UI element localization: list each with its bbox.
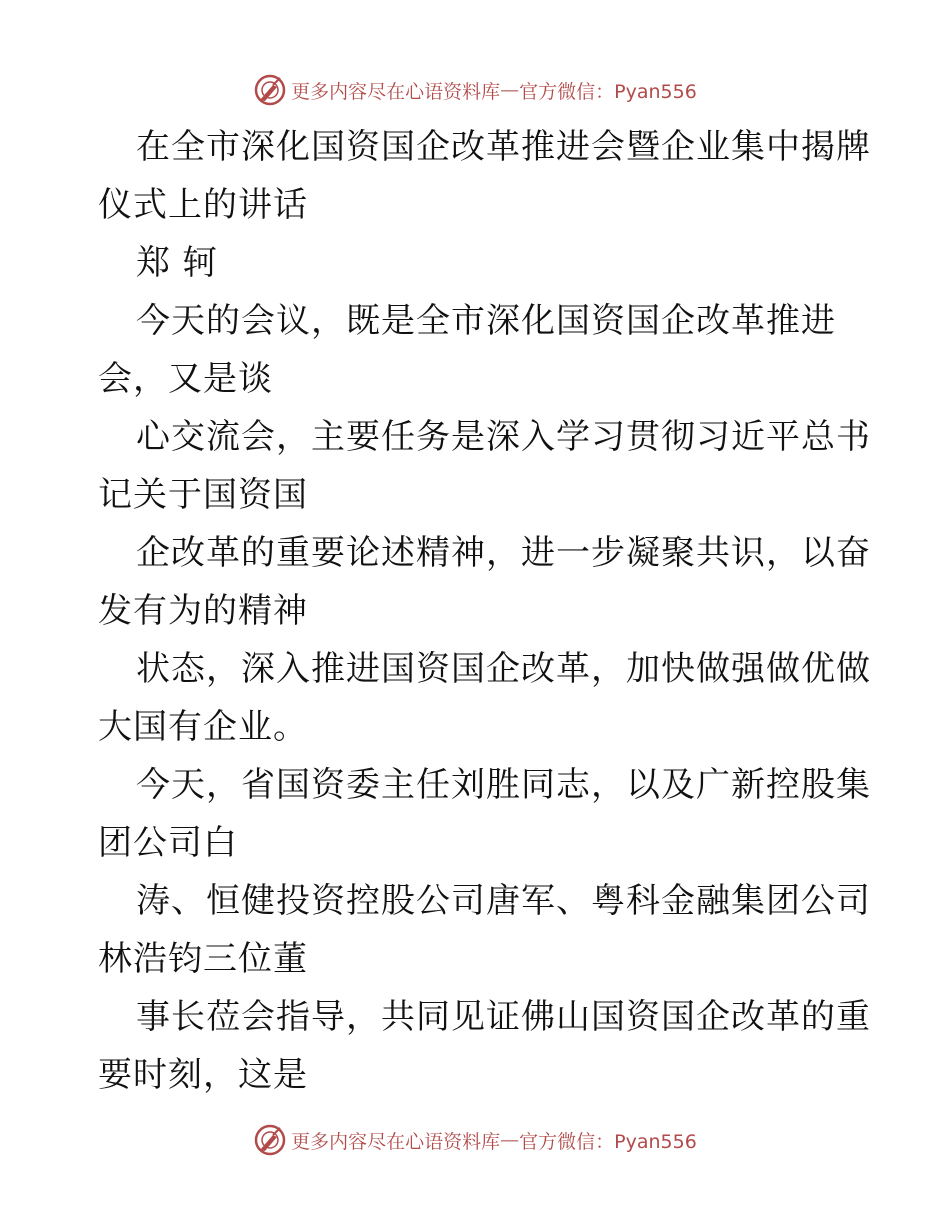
banner-separator: —	[500, 1129, 520, 1151]
pen-logo-icon	[253, 1123, 287, 1157]
header-banner	[0, 70, 950, 110]
text-line: 仪式上的讲话	[98, 185, 308, 225]
banner-separator: —	[500, 79, 520, 101]
text-line: 会，又是谈	[98, 359, 273, 399]
text-line: 大国有企业。	[98, 707, 308, 747]
text-line: 事长莅会指导，共同见证佛山国资国企改革的重	[136, 997, 871, 1037]
text-line: 在全市深化国资国企改革推进会暨企业集中揭牌	[136, 127, 871, 167]
text-line: 发有为的精神	[98, 591, 308, 631]
text-line: 企改革的重要论述精神，进一步凝聚共识，以奋	[136, 533, 871, 573]
footer-banner	[0, 1120, 950, 1160]
document-body	[98, 118, 871, 1104]
text-line: 郑 轲	[136, 243, 218, 283]
banner-wechat: 官方微信：Pyan556	[519, 80, 697, 103]
text-line: 状态，深入推进国资国企改革，加快做强做优做	[136, 649, 871, 689]
text-line: 心交流会，主要任务是深入学习贯彻习近平总书	[136, 417, 871, 457]
banner-text: 更多内容尽在心语资料库	[291, 1130, 501, 1153]
banner-wechat: 官方微信：Pyan556	[519, 1130, 697, 1153]
text-line: 林浩钧三位董	[98, 939, 308, 979]
text-line: 今天，省国资委主任刘胜同志，以及广新控股集	[136, 765, 871, 805]
text-line: 团公司白	[98, 823, 238, 863]
text-line: 要时刻，这是	[98, 1055, 308, 1095]
text-line: 涛、恒健投资控股公司唐军、粤科金融集团公司	[136, 881, 871, 921]
pen-logo-icon	[253, 73, 287, 107]
banner-text: 更多内容尽在心语资料库	[291, 80, 501, 103]
text-line: 记关于国资国	[98, 475, 308, 515]
text-line: 今天的会议，既是全市深化国资国企改革推进	[136, 301, 836, 341]
